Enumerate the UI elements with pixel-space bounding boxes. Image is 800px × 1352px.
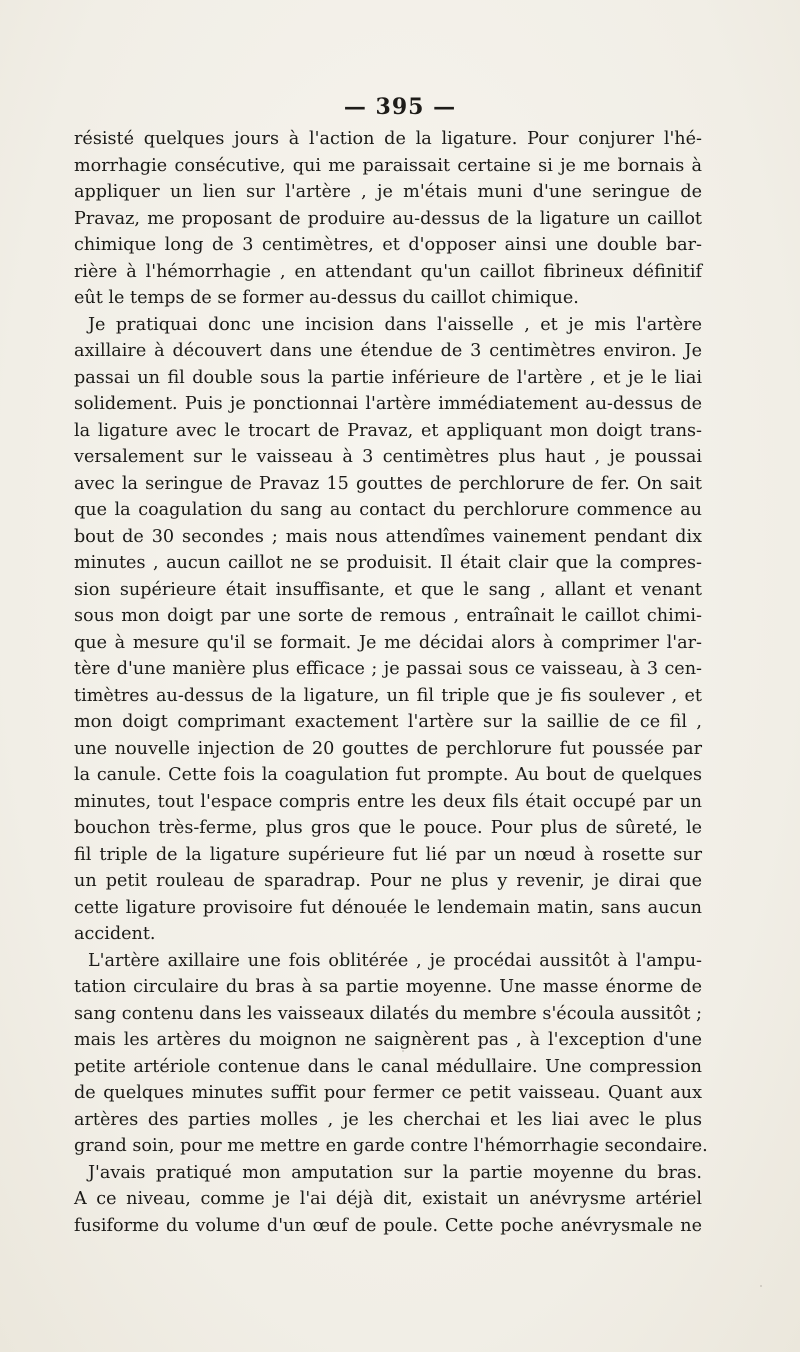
scan-speck [384, 916, 386, 918]
text-line: une nouvelle injection de 20 gouttes de perchlorure fut poussée par [74, 738, 702, 759]
text-line: minutes , aucun caillot ne se produisit. Il était clair que la compres- [74, 553, 702, 573]
text-line: que à mesure qu'il se formait. Je me décidai alors à comprimer l'ar- [74, 632, 702, 653]
text-line: versalement sur le vaisseau à 3 centimètres plus haut , je poussai [74, 447, 702, 467]
text-line: que la coagulation du sang au contact du perchlorure commence au [74, 500, 702, 520]
text-line: sion supérieure était insuffisante, et que le sang , allant et venant [74, 579, 702, 600]
text-line: petite artériole contenue dans le canal médullaire. Une compression [74, 1056, 702, 1077]
text-line: timètres au-dessus de la ligature, un fil triple que je fis soulever , et [74, 685, 702, 706]
text-line: bouchon très-ferme, plus gros que le pouce. Pour plus de sûreté, le [74, 818, 702, 838]
text-line: cette ligature provisoire fut dénouée le lendemain matin, sans aucun [74, 897, 702, 918]
text-line: sous mon doigt par une sorte de remous , entraînait le caillot chimi- [74, 606, 702, 626]
text-line: fil triple de la ligature supérieure fut lié par un nœud à rosette sur [74, 844, 702, 865]
text-line: mon doigt comprimant exactement l'artère sur la saillie de ce fil , [74, 712, 702, 732]
text-line: L'artère axillaire une fois oblitérée , je procédai aussitôt à l'ampu- [88, 950, 702, 971]
text-line: morrhagie consécutive, qui me paraissait certaine si je me bornais à [74, 155, 702, 176]
text-line: de quelques minutes suffit pour fermer ce petit vaisseau. Quant aux [74, 1083, 702, 1103]
text-line: sang contenu dans les vaisseaux dilatés du membre s'écoula aussitôt ; [74, 1003, 702, 1024]
text-line: mais les artères du moignon ne saignèrent pas , à l'exception d'une [74, 1030, 702, 1050]
text-line: Je pratiquai donc une incision dans l'aisselle , et je mis l'artère [88, 314, 702, 335]
scan-speck [760, 1285, 762, 1287]
text-line: appliquer un lien sur l'artère , je m'étais muni d'une seringue de [74, 182, 702, 202]
text-line: avec la seringue de Pravaz 15 gouttes de perchlorure de fer. On sait [74, 473, 702, 494]
text-line: axillaire à découvert dans une étendue de 3 centimètres environ. Je [74, 341, 702, 361]
scan-speck [402, 1050, 404, 1052]
text-line: grand soin, pour me mettre en garde contre l'hémorrhagie secondaire. [74, 1136, 708, 1156]
text-line: passai un fil double sous la partie inférieure de l'artère , et je le liai [74, 367, 702, 388]
text-line: minutes, tout l'espace compris entre les deux fils était occupé par un [74, 791, 702, 812]
text-line: fusiforme du volume d'un œuf de poule. Cette poche anévrysmale ne [74, 1215, 702, 1236]
text-line: un petit rouleau de sparadrap. Pour ne plus y revenir, je dirai que [74, 871, 702, 891]
page-number: — 395 — [343, 94, 457, 120]
text-line: solidement. Puis je ponctionnai l'artère immédiatement au-dessus de [74, 394, 702, 414]
text-line: rière à l'hémorrhagie , en attendant qu'un caillot fibrineux définitif [74, 261, 702, 282]
body-text [74, 126, 708, 1239]
text-line: bout de 30 secondes ; mais nous attendîmes vainement pendant dix [74, 526, 702, 547]
text-line: tation circulaire du bras à sa partie moyenne. Une masse énorme de [74, 977, 702, 997]
text-line: la canule. Cette fois la coagulation fut prompte. Au bout de quelques [74, 765, 702, 785]
text-line: accident. [74, 924, 156, 944]
text-line: tère d'une manière plus efficace ; je passai sous ce vaisseau, à 3 cen- [74, 659, 702, 679]
text-line: artères des parties molles , je les cherchai et les liai avec le plus [74, 1109, 702, 1130]
text-line: Pravaz, me proposant de produire au-dessus de la ligature un caillot [74, 208, 702, 229]
text-line: A ce niveau, comme je l'ai déjà dit, existait un anévrysme artériel [74, 1189, 702, 1209]
text-line: résisté quelques jours à l'action de la ligature. Pour conjurer l'hé- [74, 129, 702, 149]
text-line: la ligature avec le trocart de Pravaz, et appliquant mon doigt trans- [74, 420, 702, 441]
text-line: J'avais pratiqué mon amputation sur la partie moyenne du bras. [88, 1162, 702, 1183]
text-line: eût le temps de se former au-dessus du caillot chimique. [74, 288, 579, 308]
text-line: chimique long de 3 centimètres, et d'opposer ainsi une double bar- [74, 235, 702, 255]
